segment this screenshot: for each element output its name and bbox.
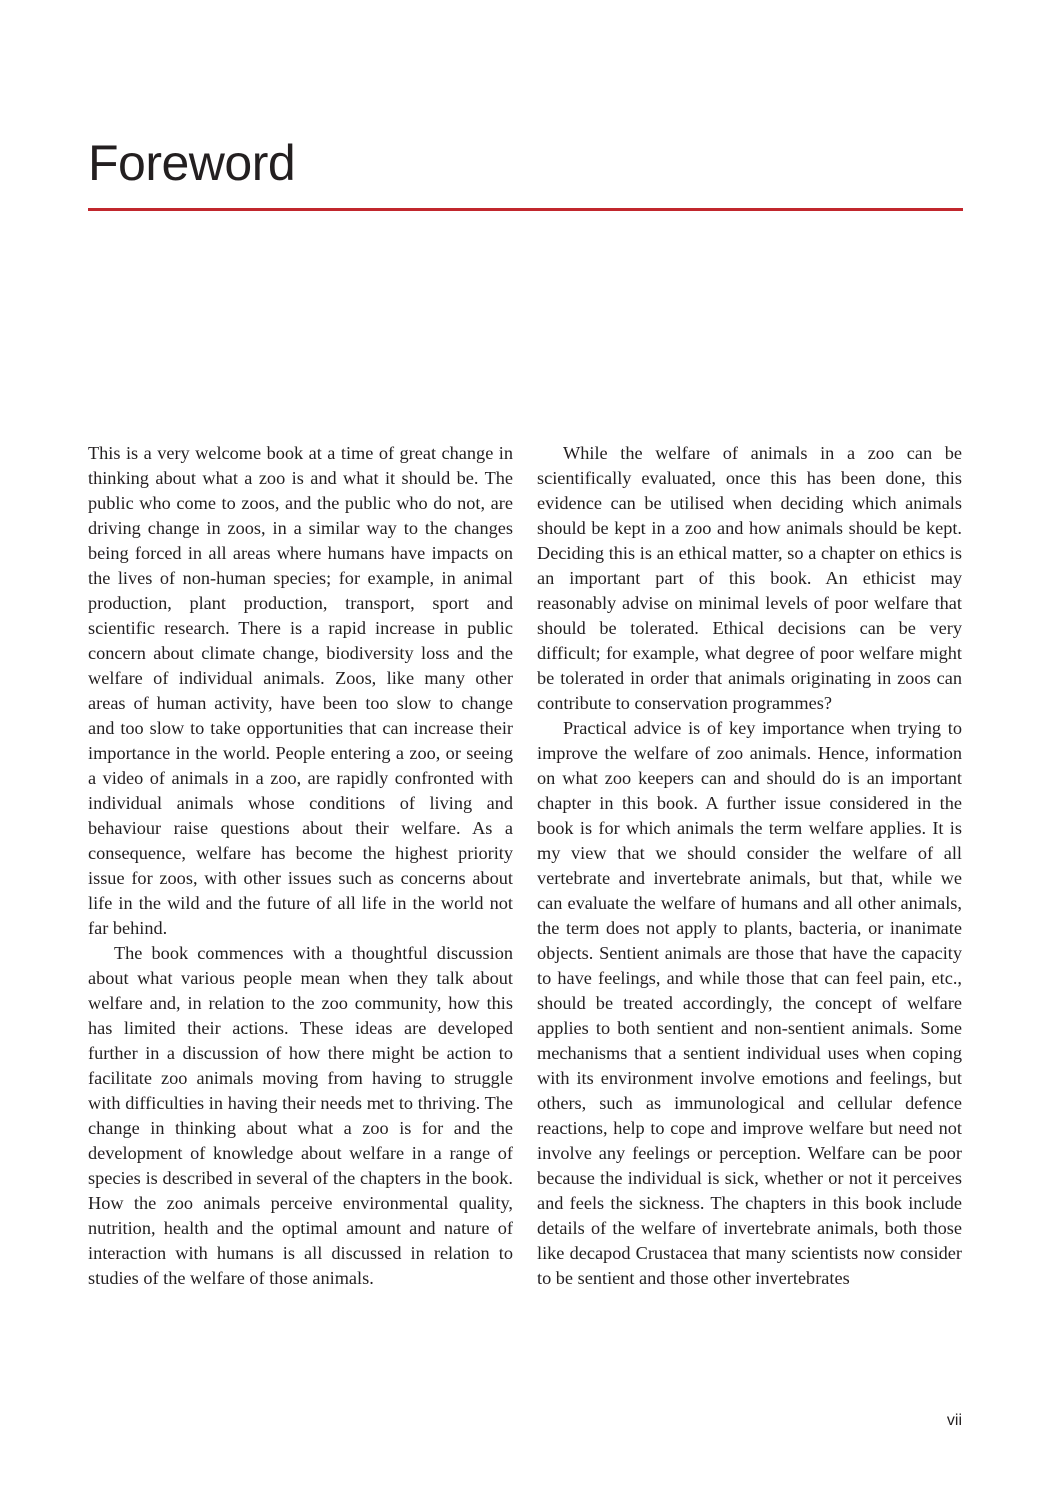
right-column (537, 441, 962, 1291)
page-number: vii (946, 1412, 962, 1429)
body-paragraph: This is a very welcome book at a time of great change in thinking about what a zoo is and what it should be. The public who come to zoos, and the public who do not, are driving change in zoos, in a similar way to the changes being forced in all areas where humans have impacts on the lives of non-human species; for example, in animal production, plant production, transport, sport and scientific research. There is a rapid increase in public concern about climate change, biodiversity loss and the welfare of individual animals. Zoos, like many other areas of human activity, have been too slow to change and too slow to take opportunities that can increase their importance in the world. People entering a zoo, or seeing a video of animals in a zoo, are rapidly confronted with individual animals whose conditions of living and behaviour raise questions about their welfare. As a consequence, welfare has become the highest priority issue for zoos, with other issues such as concerns about life in the wild and the future of all life in the world not far behind. (88, 443, 513, 938)
body-paragraph: The book commences with a thoughtful discussion about what various people mean when they talk about welfare and, in relation to the zoo community, how this has limited their actions. These ideas are developed further in a discussion of how there might be action to facilitate zoo animals moving from having to struggle with difficulties in having their needs met to thriving. The change in thinking about what a zoo is for and the development of knowledge about welfare in a range of species is described in several of the chapters in the book. How the zoo animals perceive environmental quality, nutrition, health and the optimal amount and nature of interaction with humans is all discussed in relation to studies of the welfare of those animals. (88, 943, 513, 1288)
body-paragraph: Practical advice is of key importance when trying to improve the welfare of zoo animals. Hence, information on what zoo keepers can and should do is an important chapter in this book. A further issue considered in the book is for which animals the term welfare applies. It is my view that we should consider the welfare of all vertebrate and invertebrate animals, but that, while we can evaluate the welfare of humans and all other animals, the term does not apply to plants, bacteria, or inanimate objects. Sentient animals are those that have the capacity to have feelings, and while those that can feel pain, etc., should be treated accordingly, the concept of welfare applies to both sentient and non-sentient animals. Some mechanisms that a sentient individual uses when coping with its environment involve emotions and feelings, but others, such as immunological and cellular defence reactions, help to cope and improve welfare but need not involve any feelings or perception. Welfare can be poor because the individual is sick, whether or not it perceives and feels the sickness. The chapters in this book include details of the welfare of invertebrate animals, both those like decapod Crustacea that many scientists now consider to be sentient and those other invertebrates (537, 718, 962, 1288)
title-rule (88, 208, 963, 211)
body-paragraph: While the welfare of animals in a zoo can be scientifically evaluated, once this has been done, this evidence can be utilised when deciding which animals should be kept in a zoo and how animals should be kept. Deciding this is an ethical matter, so a chapter on ethics is an important part of this book. An ethicist may reasonably advise on minimal levels of poor welfare that should be tolerated. Ethical decisions can be very difficult; for example, what degree of poor welfare might be tolerated in order that animals originating in zoos can contribute to conservation programmes? (537, 443, 962, 713)
page-title: Foreword (88, 135, 296, 191)
left-column (88, 441, 513, 1291)
